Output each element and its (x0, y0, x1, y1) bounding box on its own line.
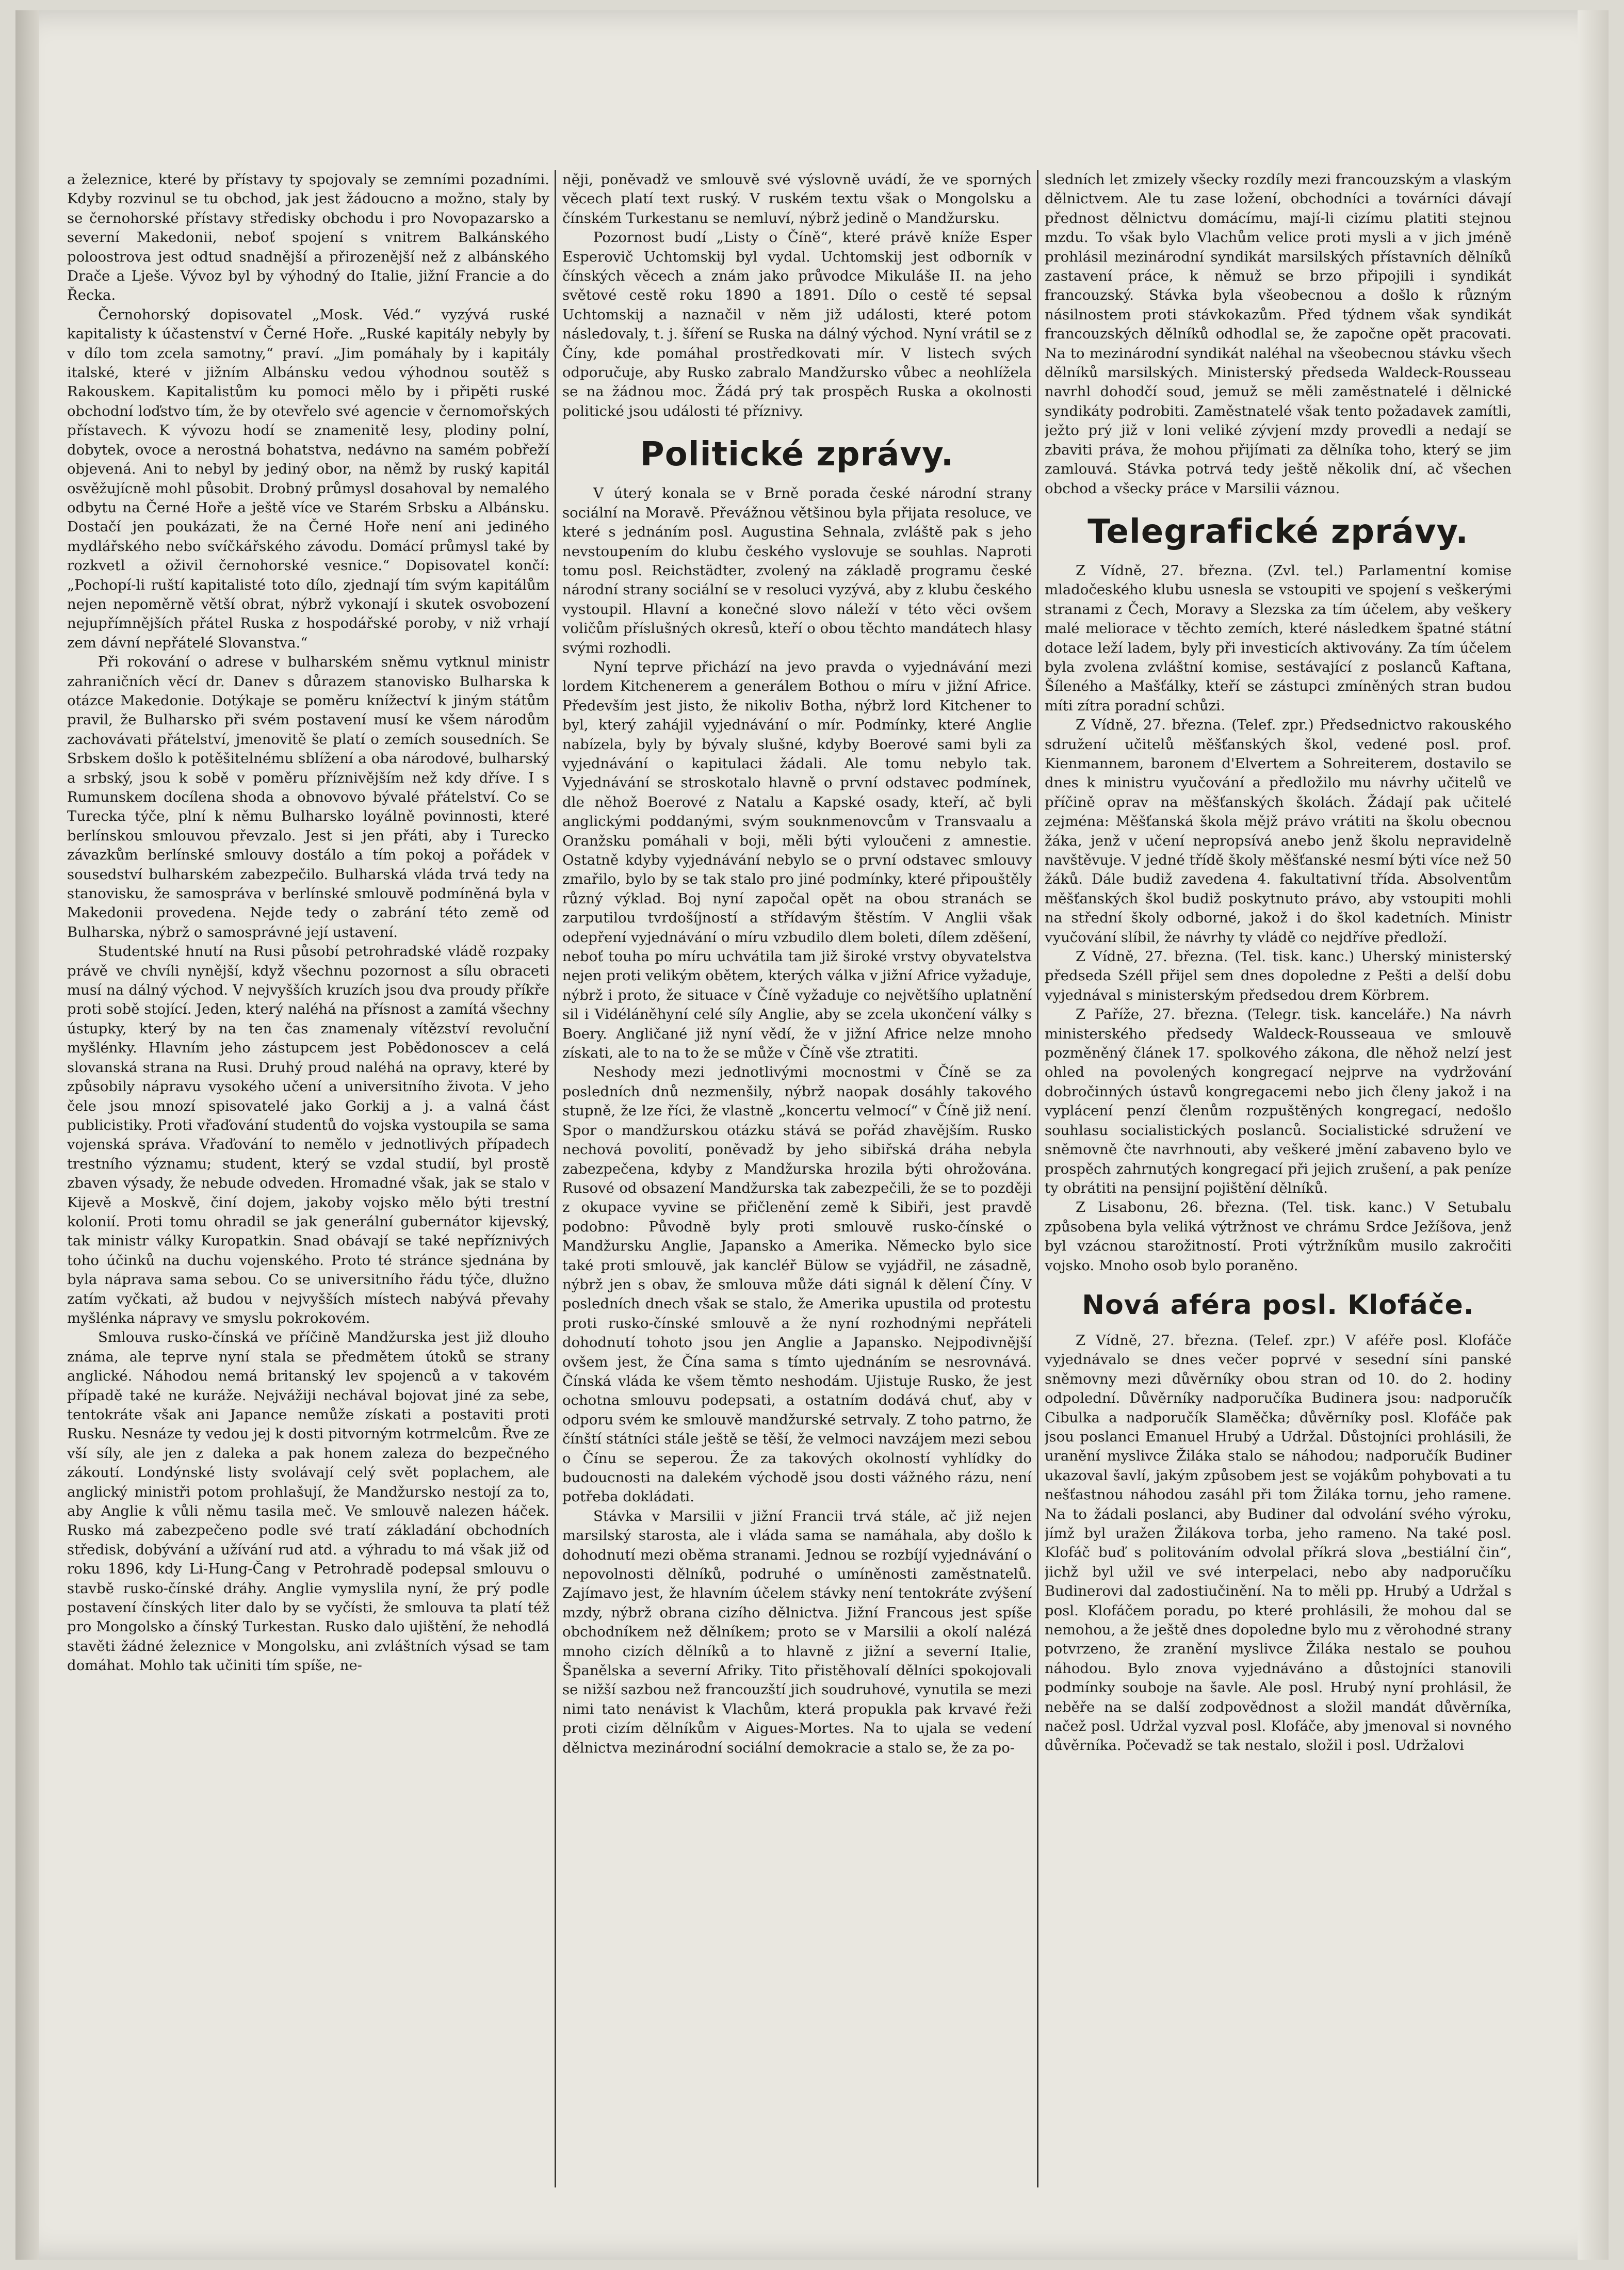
page-edge (1578, 10, 1609, 2260)
article-paragraph: Stávka v Marsilii v jižní Francii trvá stále, ač již nejen marsilský starosta, ale i vláda sama se namáhala, aby došlo k dohodnutí mezi oběma stranami. Jednou se rozbíjí vyjednávání o nepovolnosti dělníků, podruhé o umíněnosti zaměstnatelů. Zajímavo jest, že hlavním účelem stávky není tentokráte zvýšení mzdy, nýbrž obrana cizího dělnictva. Jižní Francous jest spíše obchodníkem než dělníkem; proto se v Marsilii a okolí nalézá mnoho cizích dělníků a to hlavně z jižní a severní Italie, Španělska a severní Afriky. Tito přistěhovalí dělníci spokojovali se nižší sazbou než francouzští jich soudruhové, vynutila se mezi nimi tato nenávist k Vlachům, která propukla pak krvavé řeži proti cizím dělníkům v Aigues-Mortes. Na to ujala se vedení dělnictva mezinárodní sociální demokracie a stalo se, že za po- (562, 1507, 1032, 1756)
column-left (67, 170, 549, 2187)
article-paragraph: Nyní teprve přichází na jevo pravda o vyjednávání mezi lordem Kitchenerem a generálem Bothou o míru v jižní Africe. Především jest jisto, že nikoliv Botha, nýbrž lord Kitchener to byl, který zahájil vyjednávání o mír. Podmínky, které Anglie nabízela, byly by bývaly slušné, kdyby Boerové sami byli za vyjednávání o kapitulaci žádali. Ale tomu nebylo tak. Vyjednávání se stroskotalo hlavně o první odstavec podmínek, dle něhož Boerové z Natalu a Kapské osady, kteří, ač byli anglickými poddanými, svým souknmenovcům v Transvaalu a Oranžsku pomáhali v boji, měli býti vyloučeni z amnestie. Ostatně kdyby vyjednávání nebylo se o první odstavec smlouvy zmařilo, bylo by se tak stalo pro jiné podmínky, které připouštěly různý výklad. Boj nyní započal opět na obou stranách se zarputilou tvrdošíjností a střídavým štěstím. V Anglii však odepření vyjednávání o míru vzbudilo dlem boleti, dílem zděšení, neboť touha po míru uchvátila tam již široké vrstvy obyvatelstva nejen proti velikým obětem, kterých válka v jižní Africe vyžaduje, nýbrž i proto, že situace v Číně vyžaduje co největšího uplatnění sil i Vidéláněhyní celé síly Anglie, aby se zcela ukončení války s Boery. Angličané již nyní vědí, že v jižní Africe nelze mnoho získati, ale to na to že se může v Číně vše ztratiti. (562, 658, 1032, 1062)
section-heading-political: Politické zprávy. (640, 435, 954, 474)
telegram-paragraph: Z Lisabonu, 26. března. (Tel. tisk. kanc.) V Setubalu způsobena byla veliká výtržnost ve chrámu Srdce Ježíšova, jenž byl vzácnou starožitností. Proti výtržníkům musilo zakročiti vojsko. Mnoho osob bylo poraněno. (1045, 1199, 1512, 1274)
article-paragraph: Neshody mezi jednotlivými mocnostmi v Číně se za posledních dnů nezmenšily, nýbrž naopak dosáhly takového stupně, že lze říci, že vlastně „koncertu velmocí“ v Číně již není. Spor o mandžurskou otázku stává se pořád zhavějším. Rusko nechová povolití, poněvadž by jeho sibiřská dráha nebyla zabezpečena, kdyby z Mandžurska hrozila býti ohrožována. Rusové od obsazení Mandžurska tak zabezpečili, že se to později z okupace vyvine se přičlenění země k Sibiři, jest pravdě podobno: Původně byly proti smlouvě rusko-čínské o Mandžursku Anglie, Japansko a Amerika. Německo bylo sice také proti smlouvě, jak kancléř Bülow se vyjádřil, ne zásadně, nýbrž jen s obav, že smlouva může dáti signál k dělení Číny. V posledních dnech však se stalo, že Amerika upustila od protestu proti rusko-čínské smlouvě a že nyní rozhodnými nepřáteli dohodnutí tohoto jsou jen Anglie a Japansko. Nejpodivnější ovšem jest, že Čína sama s tímto ujednáním se nesrovnává. Čínská vláda ke všem těmto neshodám. Ujistuje Rusko, že jest ochotna smlouvu podepsati, a ostatním dodává chuť, aby v odporu svém ke smlouvě mandžurské setrvaly. Z toho patrno, že čínští státníci stále ještě se těší, že velmoci navzájem mezi sebou o Čínu se seperou. Že za takových okolností vyhlídky do budoucnosti na dalekém východě jsou dosti vážného rázu, není potřeba dokládati. (562, 1064, 1032, 1505)
article-paragraph: Pozornost budí „Listy o Číně“, které právě kníže Esper Esperovič Uchtomskij byl vydal. Uchtomskij jest odborník v čínských věcech a znám jako průvodce Mikuláše II. na jeho světové cestě roku 1890 a 1891. Dílo o cestě té sepsal Uchtomskij a naznačil v něm již události, které potom následovaly, t. j. šíření se Ruska na dálný východ. Nyní vrátil se z Číny, kde pomáhal prostředkovati mír. V listech svých odporučuje, aby Rusko zabralo Mandžursko vůbec a neohlížela se na žádnou moc. Žádá prý tak prospěch Ruska a okolnosti politické jsou události té příznivy. (562, 229, 1032, 419)
article-paragraph: Studentské hnutí na Rusi působí petrohradské vládě rozpaky právě ve chvíli nynější, když všechnu pozornost a sílu obraceti musí na dálný východ. V nejvyšších kruzích jsou dva proudy příkře proti sobě stojící. Jeden, který naléhá na přísnost a zamítá všechny ústupky, který by na ten čas znamenaly vítězství revoluční myšlénky. Hlavním jeho zástupcem jest Pobědonoscev a celá slovanská strana na Rusi. Druhý proud naléhá na opravy, které by způsobily nápravu vysokého učení a universitního života. V jeho čele jsou mnozí spisovatelé jako Gorkij a j. a valná část publicistiky. Proti vřaďování studentů do vojska vystoupila se sama vojenská správa. Vřaďování to nemělo v jednotlivých případech trestního významu; student, který se vzdal studií, byl prostě zbaven výsady, že nebude odveden. Hromadné však, jak se stalo v Kijevě a Moskvě, činí dojem, jakoby vojsko mělo býti trestní kolonií. Proti tomu ohradil se jak generální gubernátor kijevský, tak ministr války Kuropatkin. Snad obávají se také nepříznivých toho účinků na duchu vojenského. Proto té stránce sjednána by byla náprava sama sebou. Co se universitního řádu týče, dlužno zatím vyčkati, až budou v nejvyšších místech nabývá převahy myšlénka nápravy ve smyslu pokrokovém. (67, 943, 549, 1326)
telegram-paragraph: Z Vídně, 27. března. (Zvl. tel.) Parlamentní komise mladočeského klubu usnesla se vstoupiti ve spojení s veškerými stranami z Čech, Moravy a Slezska za tím účelem, aby veškery malé meliorace v těchto zemích, které následkem špatné státní dotace leží ladem, byly při investicích aktivovány. Za tím účelem byla zvolena zvláštní komise, sestávající z poslanců Kaftana, Šíleného a Mašťálky, kteří se zástupci zmíněných stran budou míti zítra poradní schůzi. (1045, 562, 1512, 714)
telegram-paragraph: Z Paříže, 27. března. (Telegr. tisk. kanceláře.) Na návrh ministerského předsedy Waldeck-Rousseaua ve smlouvě pozměněný článek 17. spolkového zákona, dle něhož nelzí jest ohled na povolených kongregací nejprve na vydržování dobročinných ústavů kongregacemi nebo jich členy jakož i na vyplácení penzí členům rozpuštěných kongregací, nedošlo souhlasu socialistických poslanců. Socialistické sdružení ve sněmovně čte navrhnouti, aby veškeré jmění zabaveno bylo ve prospěch zahrnutých kongregací při jejich zrušení, a pak peníze ty obrátiti na pensijní pojištění dělníků. (1045, 1006, 1512, 1196)
article-paragraph: Smlouva rusko-čínská ve příčině Mandžurska jest již dlouho známa, ale teprve nyní stala se předmětem útoků se strany anglické. Náhodou nemá britanský lev spojenců a v takovém případě také ne kuráže. Nejvážiji nechával bojovat jiné za sebe, tentokráte však ani Japance nemůže získati a postaviti proti Rusku. Nesnáze ty vedou jej k dosti pitvorným kotrmelcům. Řve ze vší síly, ale jen z daleka a pak honem zaleza do bezpečného zákoutí. Londýnské listy svolávají celý svět poplachem, ale anglický ministři potom prohlašují, že Mandžursko nestojí za to, aby Anglie k vůli němu tasila meč. Ve smlouvě nalezen háček. Rusko má zabezpečeno podle své tratí základání obchodních středisk, dobývání a užívání rud atd. a výhradu to má však již od roku 1896, kdy Li-Hung-Čang v Petrohradě podepsal smlouvu o stavbě rusko-čínské dráhy. Anglie vymyslila nyní, že prý podle postavení čínských liter dalo by se vyčísti, že smlouva ta platí též pro Mongolsko a čínský Turkestan. Rusko dalo ujištění, že nehodlá stavěti žádné železnice v Mongolsku, ani zvláštních výsad se tam domáhat. Mohlo tak učiniti tím spíše, ne- (67, 1329, 549, 1674)
telegram-paragraph: Z Vídně, 27. března. (Telef. zpr.) Předsednictvo rakouského sdružení učitelů měšťanských škol, vedené posl. prof. Kienmannem, baronem d'Elvertem a Sohreiterem, dostavilo se dnes k ministru vyučování a předložilo mu návrhy učitelů ve příčině oprav na měšťanských školách. Žádají pak učitelé zejména: Měšťanská škola mějž právo vrátiti na školu obecnou žáka, jenž v učení nepropsívá anebo jenž školu nepravidelně navštěvuje. V jedné třídě školy měšťanské nesmí býti více než 50 žáků. Dále budiž zavedena 4. fakultativní třída. Absolventům měšťanských škol budiž poskytnuto právo, aby vstoupiti mohli na střední školy odborné, jakož i do škol kadetních. Ministr vyučování slíbil, že návrhy ty vládě co nejdříve předloží. (1045, 717, 1512, 946)
article-paragraph: Z Vídně, 27. března. (Telef. zpr.) V aféře posl. Klofáče vyjednávalo se dnes večer poprvé v sesední síni panské sněmovny mezi důvěrníky obou stran od 10. do 2. hodiny odpolední. Důvěrníky nadporučíka Budinera jsou: nadporučík Cibulka a nadporučík Slaměčka; důvěrníky posl. Klofáče pak jsou poslanci Emanuel Hrubý a Udržal. Důstojníci prohlásili, že uranění myslivce Žiláka stalo se náhodou; nadporučík Budiner ukazoval šavlí, jakým způsobem jest se vojákům pohybovati a tu nešťastnou náhodou zasáhl při tom Žiláka tornu, jeho ramene. Na to žádali poslanci, aby Budiner dal odvolání svého výroku, jímž byl uražen Žilákova torba, jeho rameno. Na také posl. Klofáč buď s politováním odvolal příkrá slova „bestiální čin“, jichž byl užil ve své interpelaci, nebo aby nadporučíku Budinerovi dal zadostiučinění. Na to měli pp. Hrubý a Udržal s posl. Klofáčem poradu, po které prohlásili, že mohou dal se nemohou, a že ještě dnes dopoledne bylo mu z věrohodné strany potvrzeno, že zranění myslivce Žiláka nestalo se pouhou náhodou. Bylo znova vyjednáváno a důstojníci stanovili podmínky souboje na šavle. Ale posl. Hrubý nyní prohlásil, že neběře na se další zodpovědnost a složil mandát důvěrníka, načež posl. Udržal vyzval posl. Klofáče, aby jmenoval si novného důvěrníka. Počevadž se tak nestalo, složil i posl. Udržalovi (1045, 1332, 1512, 1754)
article-paragraph: sledních let zmizely všecky rozdíly mezi francouzským a vlaským dělnictvem. Ale tu zase ložení, obchodníci a továrníci dávají přednost dělnictvu domácímu, mají-li cizímu platiti stejnou mzdu. To však bylo Vlachům velice proti mysli a v jich jméně prohlásil mezinárodní syndikát marsilských přístavních dělníků zastavení práce, k němuž se brzo připojili i syndikát francouzský. Stávka byla všeobecnou a došlo k různým násilnostem proti stávkokazům. Před týdnem však syndikát francouzských dělníků odhodlal se, že započne opět pracovati. Na to mezinárodní syndikát naléhal na všeobecnou stávku všech dělníků marsilských. Ministerský předseda Waldeck-Rousseau navrhl dohodčí soud, jemuž se měli zaměstnatelé i dělnické syndikáty podrobiti. Zaměstnatelé však tento požadavek zamítli, ježto prý již v loni veliké zývjení mzdy provedli a nedají se zbaviti práva, že mohou přijímati za dělníka toho, který se jim zamlouvá. Stávka potrvá tedy ještě několik dní, ač všechen obchod a všecky práce v Marsilii váznou. (1045, 171, 1512, 497)
article-paragraph: Černohorský dopisovatel „Mosk. Véd.“ vyzývá ruské kapitalisty k účastenství v Černé Hoře. „Ruské kapitály nebyly by v dílo tom zcela samotny,“ praví. „Jim pomáhaly by i kapitály italské, které v jižním Albánsku vedou výhodnou soutěž s Rakouskem. Kapitalistům ku pomoci mělo by i připěti ruské obchodní loďstvo tím, že by otevřelo své agencie v černomořských přístavech. K vývozu hodí se znamenitě lesy, plodiny polní, dobytek, ovoce a nerostná bohatstva, nedávno na samém pobřeží objevená. Ani to nebyl by jediný obor, na němž by ruský kapitál osvěžujícně mohl působit. Drobný průmysl dosahoval by nemalého odbytu na Černé Hoře a ještě více ve Starém Srbsku a Albánsku. Dostačí jen poukázati, že na Černé Hoře není ani jediného mydlářského nebo svíčkářského závodu. Domácí průmysl také by rozkvetl a oživil černohorské vesnice.“ Dopisovatel končí: „Pochopí-li ruští kapitalisté toto dílo, zjednají tím svým kapitálům nejen nepoměrně větší obrat, nýbrž vykonají i skutek osvobození nejupřímnějších přátel Ruska z hospodářské poroby, v niž vrhají zem dávní nepřátelé Slovanstva.“ (67, 306, 549, 651)
section-heading-klofac: Nová aféra posl. Klofáče. (1082, 1289, 1474, 1321)
column-middle (562, 170, 1032, 2187)
article-paragraph: V úterý konala se v Brně porada české národní strany sociální na Moravě. Převážnou většinou byla přijata resoluce, ve které s jednáním posl. Augustina Sehnala, zvláště pak s jeho nevstoupením do klubu českého vyslovuje se souhlas. Naproti tomu posl. Reichstädter, zvolený na základě programu české národní strany sociální se v resoluci vyzývá, aby z klubu českého vystoupil. Hlavní a konečné slovo náleží v této věci ovšem voličům příslušných okresů, kteří o obou těchto mandátech hlasy svými rozhodli. (562, 485, 1032, 656)
article-paragraph: a železnice, které by přístavy ty spojovaly se zemními pozadními. Kdyby rozvinul se tu obchod, jak jest žádoucno a možno, staly by se černohorské přístavy středisky obchodu i pro Novopazarsko a severní Makedonii, neboť spojení s vnitrem Balkánského poloostrova jest odtud snadnější a přirozenější než z albánského Drače a Lješe. Vývoz byl by výhodný do Italie, jižní Francie a do Řecka. (67, 171, 549, 304)
section-heading-telegraphic: Telegrafické zprávy. (1087, 512, 1469, 551)
article-paragraph: něji, poněvadž ve smlouvě své výslovně uvádí, že ve sporných věcech platí text ruský. V ruském textu však o Mongolsku a čínském Turkestanu se nemluví, nýbrž jedině o Mandžursku. (562, 171, 1032, 226)
telegram-paragraph: Z Vídně, 27. března. (Tel. tisk. kanc.) Uherský ministerský předseda Széll přijel sem dnes dopoledne z Pešti a delší dobu vyjednával s ministerským předsedou drem Körbrem. (1045, 948, 1512, 1003)
column-rule (1037, 170, 1038, 2187)
newspaper-page (15, 10, 1609, 2260)
page-binding (15, 10, 39, 2260)
article-paragraph: Při rokování o adrese v bulharském sněmu vytknul ministr zahraničních věcí dr. Danev s důrazem stanovisko Bulharska k otázce Makedonie. Dotýkaje se poměru knížectví k jiným státům pravil, že Bulharsko při svém postavení musí ke všem národům zachovávati přátelství, jmenovitě še platí o zemích sousedních. Se Srbskem došlo k potěšitelnému sblížení a oba národové, bulharský a srbský, jsou k sobě v poměru příznivějším než kdy dříve. I s Rumunskem docílena shoda a obnovovo bývalé přátelství. Co se Turecka týče, plní k němu Bulharsko loyálně povinnosti, které berlínskou smlouvou převzalo. Jest si jen přáti, aby i Turecko závazkům berlínské smlouvy dostálo a tím pokoj a pořádek v sousedství bulharském zabezpečilo. Bulharská vláda trvá tedy na stanovisku, že samospráva v berlínské smlouvě podmíněná byla v Makedonii provedena. Nejde tedy o zabrání této země od Bulharska, nýbrž o samosprávné její ustavení. (67, 654, 549, 941)
column-rule (555, 170, 556, 2187)
column-right (1045, 170, 1512, 2187)
